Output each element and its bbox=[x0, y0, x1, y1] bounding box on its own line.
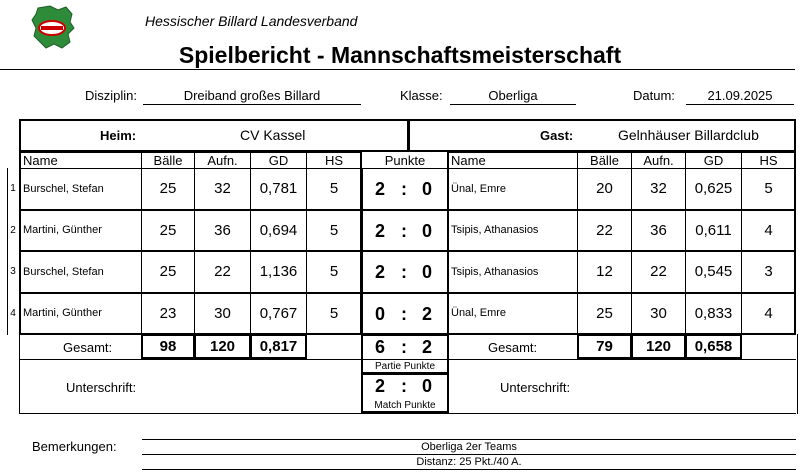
gast-hs: 4 bbox=[741, 210, 796, 252]
gast-hs: 3 bbox=[741, 251, 796, 293]
gast-aufn: 30 bbox=[631, 293, 686, 335]
heim-player-name: Burschel, Stefan bbox=[19, 251, 142, 293]
gast-total-aufn: 120 bbox=[631, 334, 686, 359]
partie-sep: : bbox=[401, 337, 407, 357]
match-heim: 2 bbox=[375, 376, 386, 396]
gast-gd: 0,833 bbox=[685, 293, 742, 335]
heim-hs: 5 bbox=[306, 168, 362, 210]
gast-player-name: Tsipis, Athanasios bbox=[447, 251, 578, 293]
row-number: 4 bbox=[10, 307, 16, 319]
heim-baelle: 25 bbox=[141, 210, 195, 252]
heim-col-hs: HS bbox=[306, 151, 362, 169]
punkte-gast: 0 bbox=[422, 220, 433, 241]
gast-aufn: 32 bbox=[631, 168, 686, 210]
heim-player-name: Martini, Günther bbox=[19, 293, 142, 335]
gast-baelle: 20 bbox=[577, 168, 632, 210]
remarks-line-bottom bbox=[142, 469, 796, 470]
punkte-sep: : bbox=[401, 262, 407, 282]
gast-label: Gast: bbox=[540, 128, 574, 143]
remarks-line-1: Oberliga 2er Teams bbox=[421, 441, 517, 453]
heim-total-baelle: 98 bbox=[141, 334, 195, 359]
heim-player-name: Martini, Günther bbox=[19, 210, 142, 252]
match-sep: : bbox=[401, 376, 407, 396]
gast-signature-label: Unterschrift: bbox=[500, 380, 571, 395]
gast-player-name: Tsipis, Athanasios bbox=[447, 210, 578, 252]
heim-baelle: 23 bbox=[141, 293, 195, 335]
heim-gd: 0,781 bbox=[250, 168, 307, 210]
heim-total-aufn: 120 bbox=[194, 334, 251, 359]
row-number: 1 bbox=[10, 183, 16, 195]
heim-box bbox=[19, 119, 409, 152]
gast-total-gd: 0,658 bbox=[685, 334, 742, 359]
row-number: 2 bbox=[10, 224, 16, 236]
gast-total-label: Gesamt: bbox=[488, 340, 538, 355]
col-punkte: Punkte bbox=[361, 151, 449, 169]
heim-hs: 5 bbox=[306, 293, 362, 335]
heim-col-baelle: Bälle bbox=[141, 151, 195, 169]
signature-bottom-line bbox=[19, 413, 796, 414]
gast-total-baelle: 79 bbox=[577, 334, 632, 359]
gast-col-hs: HS bbox=[741, 151, 796, 169]
heim-aufn: 22 bbox=[194, 251, 251, 293]
klasse-label: Klasse: bbox=[400, 88, 443, 103]
gast-aufn: 22 bbox=[631, 251, 686, 293]
match-gast: 0 bbox=[422, 376, 433, 396]
klasse-value: Oberliga bbox=[450, 87, 576, 105]
partie-punkte-label: Partie Punkte bbox=[374, 361, 436, 372]
heim-total-label: Gesamt: bbox=[63, 340, 113, 355]
gast-hs: 4 bbox=[741, 293, 796, 335]
punkte-heim: 2 bbox=[375, 220, 386, 241]
gast-results-box bbox=[447, 151, 796, 335]
punkte-sep: : bbox=[401, 303, 407, 324]
heim-col-gd: GD bbox=[250, 151, 307, 169]
gast-col-name: Name bbox=[447, 151, 578, 169]
remarks-line-2: Distanz: 25 Pkt./40 A. bbox=[416, 456, 522, 468]
page-title: Spielbericht - Mannschaftsmeisterschaft bbox=[178, 42, 622, 68]
heim-team: CV Kassel bbox=[240, 127, 306, 143]
gast-gd: 0,545 bbox=[685, 251, 742, 293]
punkte-sep: : bbox=[401, 220, 407, 241]
gast-baelle: 22 bbox=[577, 210, 632, 252]
disziplin-value: Dreiband großes Billard bbox=[143, 87, 361, 105]
gast-col-aufn: Aufn. bbox=[631, 151, 686, 169]
gast-aufn: 36 bbox=[631, 210, 686, 252]
punkte-heim: 2 bbox=[375, 262, 386, 282]
row-number: 3 bbox=[10, 266, 16, 278]
heim-gd: 0,767 bbox=[250, 293, 307, 335]
gast-player-name: Ünal, Emre bbox=[447, 168, 578, 210]
punkte-gast: 0 bbox=[422, 262, 433, 282]
gast-col-gd: GD bbox=[685, 151, 742, 169]
match-punkte-label: Match Punkte bbox=[374, 400, 436, 411]
heim-gd: 0,694 bbox=[250, 210, 307, 252]
punkte-heim: 0 bbox=[375, 303, 386, 324]
datum-value: 21.09.2025 bbox=[686, 87, 794, 105]
organization-name: Hessischer Billard Landesverband bbox=[145, 13, 358, 29]
heim-results-box bbox=[19, 151, 362, 335]
heim-hs: 5 bbox=[306, 210, 362, 252]
punkte-gast: 2 bbox=[422, 303, 433, 324]
disziplin-label: Disziplin: bbox=[85, 88, 138, 103]
heim-col-name: Name bbox=[19, 151, 142, 169]
gast-player-name: Ünal, Emre bbox=[447, 293, 578, 335]
punkte-sep: : bbox=[401, 179, 407, 199]
remarks-label: Bemerkungen: bbox=[32, 439, 117, 454]
heim-baelle: 25 bbox=[141, 251, 195, 293]
gast-gd: 0,611 bbox=[685, 210, 742, 252]
punkte-heim: 2 bbox=[375, 179, 386, 199]
partie-gast: 2 bbox=[422, 337, 433, 357]
gast-team: Gelnhäuser Billardclub bbox=[618, 127, 759, 143]
heim-aufn: 32 bbox=[194, 168, 251, 210]
heim-player-name: Burschel, Stefan bbox=[19, 168, 142, 210]
gast-col-baelle: Bälle bbox=[577, 151, 632, 169]
gast-gd: 0,625 bbox=[685, 168, 742, 210]
heim-label: Heim: bbox=[100, 128, 137, 143]
partie-heim: 6 bbox=[375, 337, 386, 357]
gast-baelle: 12 bbox=[577, 251, 632, 293]
heim-baelle: 25 bbox=[141, 168, 195, 210]
row-number-line bbox=[7, 168, 9, 335]
datum-label: Datum: bbox=[633, 88, 675, 103]
heim-aufn: 30 bbox=[194, 293, 251, 335]
punkte-gast: 0 bbox=[422, 179, 433, 199]
heim-total-gd: 0,817 bbox=[250, 334, 307, 359]
gast-baelle: 25 bbox=[577, 293, 632, 335]
heim-hs: 5 bbox=[306, 251, 362, 293]
title-divider bbox=[0, 69, 795, 70]
heim-aufn: 36 bbox=[194, 210, 251, 252]
heim-gd: 1,136 bbox=[250, 251, 307, 293]
heim-col-aufn: Aufn. bbox=[194, 151, 251, 169]
heim-signature-label: Unterschrift: bbox=[66, 380, 137, 395]
gast-hs: 5 bbox=[741, 168, 796, 210]
